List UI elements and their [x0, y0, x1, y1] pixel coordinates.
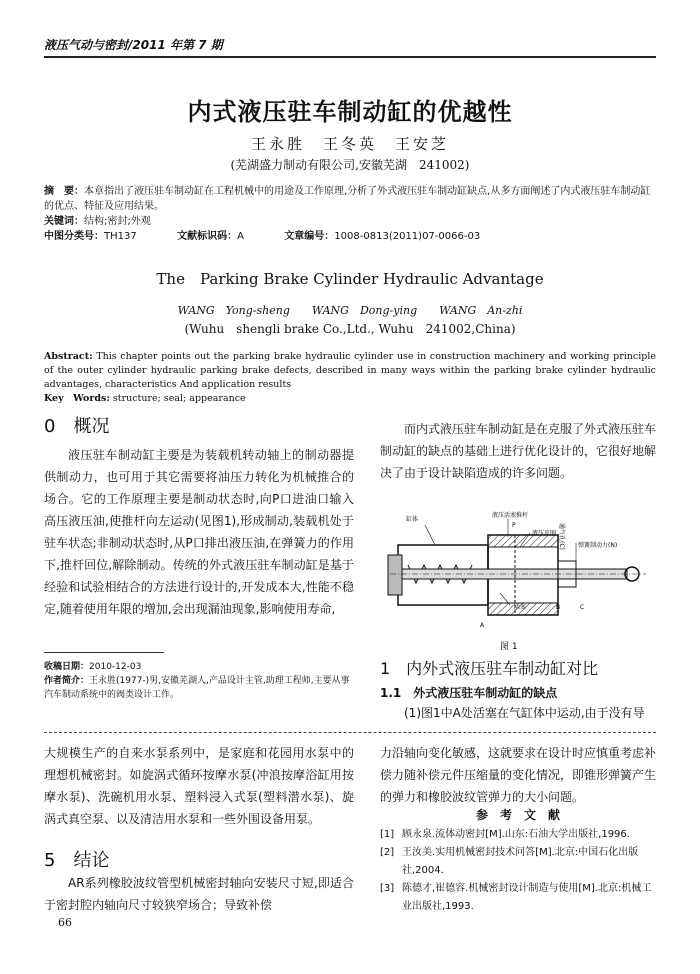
paper-title: 内式液压驻车制动缸的优越性	[187, 98, 513, 126]
class-label: 中图分类号：	[44, 231, 104, 242]
reference-item	[380, 826, 656, 844]
keywords-cn-text: 结构;密封;外观	[84, 216, 151, 227]
received-date	[44, 660, 354, 674]
figure-1	[380, 505, 656, 635]
received-label: 收稿日期：	[44, 662, 90, 672]
english-abstract-block	[44, 350, 656, 406]
page-number: 66	[58, 916, 72, 929]
label-p-port: P	[512, 522, 516, 529]
references-list	[380, 826, 656, 916]
section-1-heading: 1 内外式液压驻车制动缸对比	[380, 659, 599, 678]
section-0-right-paragraph: 而内式液压驻车制动缸是在克服了外式液压驻车制动缸的缺点的基础上进行优化设计的，它很好地解决了由于设计缺陷造成的许多问题。	[380, 422, 657, 480]
label-c: C	[580, 604, 585, 611]
continued-left-paragraph: 大规模生产的自来水泵系列中，是家庭和花园用水泵中的理想机械密封。如旋涡式循环按摩水泵(冲浪按摩浴缸用按摩水泵)、洗碗机用水泵、塑料浸入式泵(塑料潜水泵)、旋涡式真空泵、以及清洁用水泵和一些外围设备用泵。	[44, 746, 354, 826]
article-label: 文章编号：	[284, 231, 335, 242]
label-spring-force: 弹簧制动力(N)	[578, 542, 618, 549]
footnote	[44, 660, 354, 702]
footnote-rule	[44, 652, 164, 653]
continued-right-paragraph: 力沿轴向变化敏感，这就要求在设计时应慎重考虑补偿力随补偿元件压缩量的变化情况，即锥形弹簧产生的弹力和橡胶波纹管弹力的大小问题。	[380, 746, 657, 804]
left-column	[44, 412, 354, 620]
received-value: 2010-12-03	[89, 662, 142, 672]
section-0-paragraph: 液压驻车制动缸主要是为装载机转动轴上的制动器提供制动力，也可用于其它需要将油压力转化为机械推合的场合。它的工作原理主要是制动状态时,向P口进油口输入高压液压油,使推杆向左运动(见图1),形成制动,装载机处于驻车状态;非制动状态时,从P口排出液压油,在弹簧力的作用下,推杆回位,解除制动。传统的外式液压驻车制动缸是基于经验和试验相结合的方法进行设计的,开发成本大,性能不稳定,随着使用年限的增加,会出现漏油现象,影响使用寿命,	[44, 448, 354, 616]
reference-num: [3]	[380, 883, 395, 894]
english-keywords-text: structure; seal; appearance	[109, 393, 246, 404]
classification-line	[44, 229, 656, 244]
reference-text: 陈德才,崔德容.机械密封设计制造与使用[M].北京:机械工业出版社,1993.	[402, 883, 652, 912]
running-head: 液压气动与密封/2011 年第 7 期	[44, 38, 223, 52]
abstract-cn	[44, 184, 656, 214]
label-body: 缸体	[406, 516, 419, 523]
section-5-paragraph: AR系列橡胶波纹管型机械密封轴向安装尺寸短,即适合于密封腔内轴向尺寸较狭窄场合；导致补偿	[44, 876, 354, 912]
english-authors: WANG Yong-sheng WANG Dong-ying WANG An-zhi	[177, 304, 523, 317]
section-1-1-heading: 1.1 外式液压驻车制动缸的缺点	[380, 686, 558, 700]
label-piston-rod: 液压活塞推杆	[492, 512, 529, 519]
label-piston: 活塞	[514, 604, 527, 611]
english-affiliation: (Wuhu shengli brake Co.,Ltd., Wuhu 241002,China)	[184, 322, 516, 336]
abstract-cn-text: 本章指出了液压驻车制动缸在工程机械中的用途及工作原理,分析了外式液压驻车制动缸缺点,从多方面阐述了内式液压驻车制动缸的优点、特征及应用结果。	[44, 186, 651, 212]
label-b: B	[556, 604, 561, 611]
reference-num: [1]	[380, 829, 395, 840]
reference-text: 王汝美.实用机械密封技术问答[M].北京:中国石化出版社,2004.	[402, 847, 639, 876]
author-bio	[44, 674, 354, 702]
doc-value: A	[237, 231, 244, 242]
article-separator	[44, 732, 656, 733]
english-title: The Parking Brake Cylinder Hydraulic Advantage	[156, 270, 544, 288]
section-1-paragraph: (1)图1中A处活塞在气缸体中运动,由于没有导	[404, 706, 645, 720]
affiliation-cn: (芜湖盛力制动有限公司,安徽芜湖 241002)	[230, 158, 470, 172]
english-abstract-label: Abstract:	[44, 351, 93, 362]
doc-label: 文献标识码：	[177, 231, 238, 242]
label-vent: 通气孔(C)	[558, 523, 565, 550]
label-a: A	[480, 622, 485, 629]
header-rule	[44, 56, 656, 58]
class-value: TH137	[104, 231, 137, 242]
reference-text: 顾永泉.流体动密封[M].山东:石油大学出版社,1996.	[402, 829, 630, 840]
section-5-heading: 5 结论	[44, 850, 110, 871]
english-keywords-label: Key Words:	[44, 393, 110, 404]
author-bio-label: 作者简介：	[44, 676, 90, 686]
cylinder-diagram	[380, 505, 656, 635]
reference-num: [2]	[380, 847, 395, 858]
authors-cn: 王永胜 王冬英 王安芝	[250, 135, 449, 153]
abstract-cn-label: 摘 要：	[44, 186, 84, 197]
label-seal: 液压皮圈	[532, 530, 557, 537]
english-abstract-text: This chapter points out the parking brake hydraulic cylinder use in construction machinery and working principle of the outer cylinder hydraulic parking brake defects, described in many ways within the parking brake cylinder hydraulic advantages, characteristics And application results	[44, 351, 656, 390]
keywords-cn-label: 关键词：	[44, 216, 84, 227]
english-keywords	[44, 392, 656, 406]
english-abstract	[44, 350, 656, 392]
keywords-cn	[44, 214, 656, 229]
cylinder-cap-shape	[388, 555, 402, 595]
references-heading: 参 考 文 献	[475, 808, 560, 822]
abstract-cn-block	[44, 184, 656, 244]
reference-item	[380, 880, 656, 916]
reference-item	[380, 844, 656, 880]
article-value: 1008-0813(2011)07-0066-03	[334, 231, 481, 242]
figure-1-caption: 图 1	[500, 642, 518, 652]
author-bio-text: 王永胜(1977-)男,安徽芜湖人,产品设计主管,助理工程师,主要从事汽车制动系统中的阀类设计工作。	[44, 676, 350, 700]
section-0-heading: 0 概况	[44, 416, 110, 437]
